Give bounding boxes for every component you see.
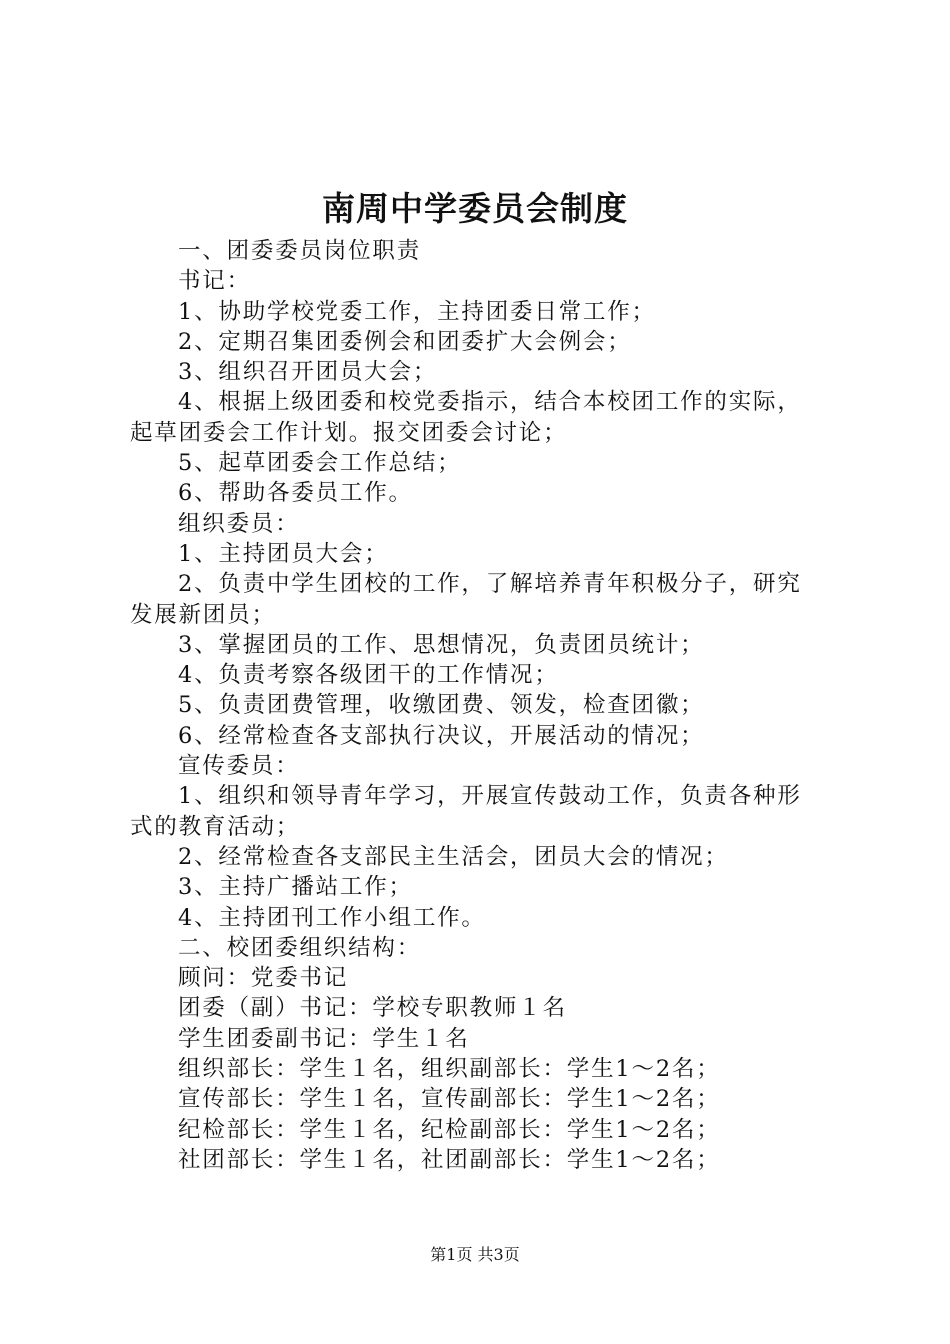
role-heading: 宣传委员： bbox=[178, 753, 300, 780]
list-item: 5、起草团委会工作总结； bbox=[178, 450, 462, 477]
list-item: 6、帮助各委员工作。 bbox=[178, 480, 413, 507]
list-item: 2、经常检查各支部民主生活会，团员大会的情况； bbox=[178, 843, 729, 870]
list-item: 3、组织召开团员大会； bbox=[178, 359, 438, 386]
list-item: 3、主持广播站工作； bbox=[178, 874, 413, 901]
list-item: 1、主持团员大会； bbox=[178, 540, 389, 567]
structure-line: 纪检部长：学生１名，纪检副部长：学生1～2名； bbox=[178, 1116, 721, 1143]
role-heading: 书记： bbox=[178, 268, 251, 295]
structure-line: 组织部长：学生１名，组织副部长：学生1～2名； bbox=[178, 1056, 721, 1083]
list-item: 3、掌握团员的工作、思想情况，负责团员统计； bbox=[178, 631, 705, 658]
structure-line: 宣传部长：学生１名，宣传副部长：学生1～2名； bbox=[178, 1086, 721, 1113]
list-item: 6、经常检查各支部执行决议，开展活动的情况； bbox=[178, 722, 705, 749]
structure-line: 团委（副）书记：学校专职教师１名 bbox=[178, 995, 567, 1022]
role-heading: 组织委员： bbox=[178, 510, 300, 537]
list-item: 2、定期召集团委例会和团委扩大会例会； bbox=[178, 328, 632, 355]
list-item: 4、主持团刊工作小组工作。 bbox=[178, 904, 486, 931]
list-item: 1、协助学校党委工作，主持团委日常工作； bbox=[178, 298, 656, 325]
list-item: 2、负责中学生团校的工作，了解培养青年积极分子，研究 bbox=[178, 571, 802, 598]
page-indicator: 第1页 共3页 bbox=[430, 1245, 520, 1264]
list-item-continuation: 式的教育活动； bbox=[130, 813, 301, 840]
list-item-continuation: 起草团委会工作计划。报交团委会讨论； bbox=[130, 419, 568, 446]
document-body bbox=[130, 236, 835, 1175]
document-title: 南周中学委员会制度 bbox=[322, 189, 628, 228]
structure-line: 顾问：党委书记 bbox=[178, 965, 349, 992]
list-item-continuation: 发展新团员； bbox=[130, 601, 276, 628]
structure-line: 学生团委副书记：学生１名 bbox=[178, 1025, 470, 1052]
structure-line: 社团部长：学生１名，社团副部长：学生1～2名； bbox=[178, 1146, 721, 1173]
list-item: 1、组织和领导青年学习，开展宣传鼓动工作，负责各种形 bbox=[178, 783, 802, 810]
section-heading: 二、校团委组织结构： bbox=[178, 934, 422, 961]
list-item: 5、负责团费管理，收缴团费、领发，检查团徽； bbox=[178, 692, 705, 719]
list-item: 4、负责考察各级团干的工作情况； bbox=[178, 662, 559, 689]
list-item: 4、根据上级团委和校党委指示，结合本校团工作的实际， bbox=[178, 389, 802, 416]
section-heading: 一、团委委员岗位职责 bbox=[178, 238, 422, 264]
